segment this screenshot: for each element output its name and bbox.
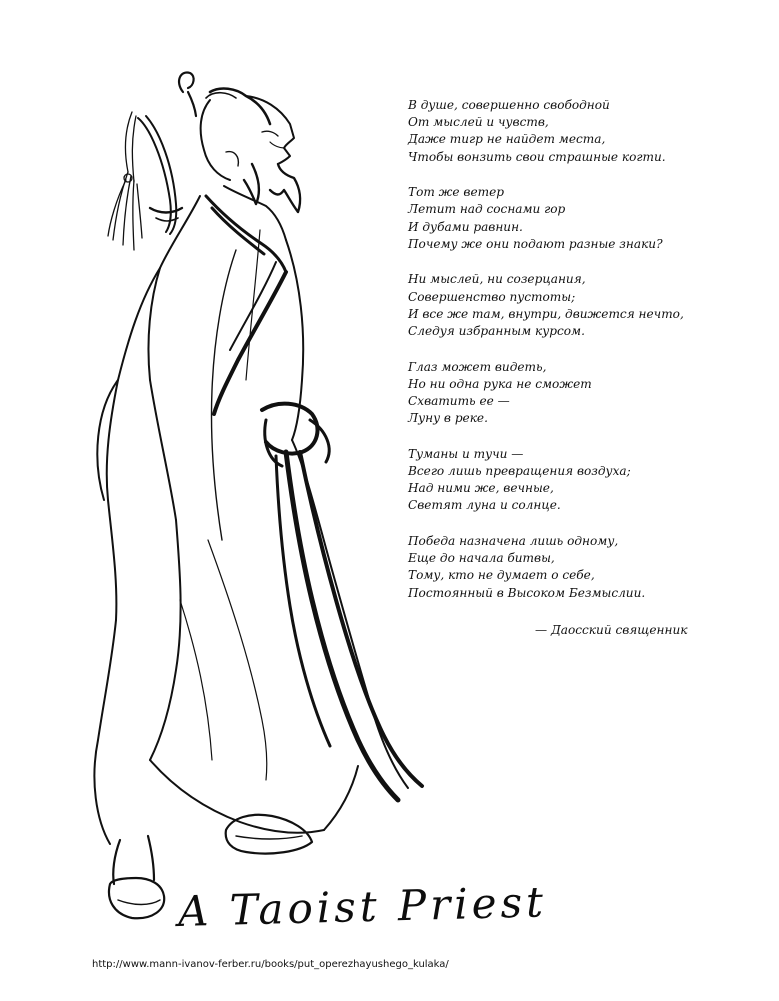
poem-line: Даже тигр не найдет места, [408,132,606,147]
poem-line: Схватить ее — [408,394,510,409]
poem-line: Тому, кто не думает о себе, [408,568,595,583]
poem-line: Летит над соснами гор [408,202,566,217]
head [201,96,300,212]
sword-tassel [108,112,182,250]
poem-line: Светят луна и солнце. [408,498,561,513]
poem-line: В душе, совершенно свободной [408,98,610,112]
sash [262,404,422,800]
poem-stanza [408,446,738,515]
poem-stanza [408,184,738,253]
poem-stanza [408,271,738,340]
poem-stanza [408,359,738,428]
poem-line: Глаз может видеть, [408,359,547,374]
poem-line: Чтобы вонзить свои страшные когти. [408,149,666,164]
poem-line: Еще до начала битвы, [408,551,555,566]
poem-line: И все же там, внутри, движется нечто, [408,306,684,321]
poem-line: Но ни одна рука не сможет [408,376,592,391]
poem-line: Над ними же, вечные, [408,481,554,496]
poem-line: Почему же они подают разные знаки? [408,236,663,251]
robe-collar [206,196,286,414]
poem [408,97,738,620]
poem-line: Тот же ветер [408,185,504,200]
poem-attribution: — Даосский священник [535,623,688,637]
poem-stanza [408,97,738,166]
poem-line: Луну в реке. [408,411,488,426]
poem-stanza [408,533,738,602]
poem-line: И дубами равнин. [408,219,523,234]
poem-line: Победа назначена лишь одному, [408,534,619,549]
poem-line: Совершенство пустоты; [408,289,576,304]
poem-line: Ни мыслей, ни созерцания, [408,272,586,287]
illustration-caption: A Taoist Priest [177,877,548,936]
poem-line: От мыслей и чувств, [408,115,549,130]
poem-line: Постоянный в Высоком Безмыслии. [408,585,646,600]
poem-line: Туманы и тучи — [408,446,524,461]
poem-line: Следуя избранным курсом. [408,324,585,339]
poem-line: Всего лишь превращения воздуха; [408,464,631,479]
source-url: http://www.mann-ivanov-ferber.ru/books/put_operezhayushego_kulaka/ [92,959,449,970]
